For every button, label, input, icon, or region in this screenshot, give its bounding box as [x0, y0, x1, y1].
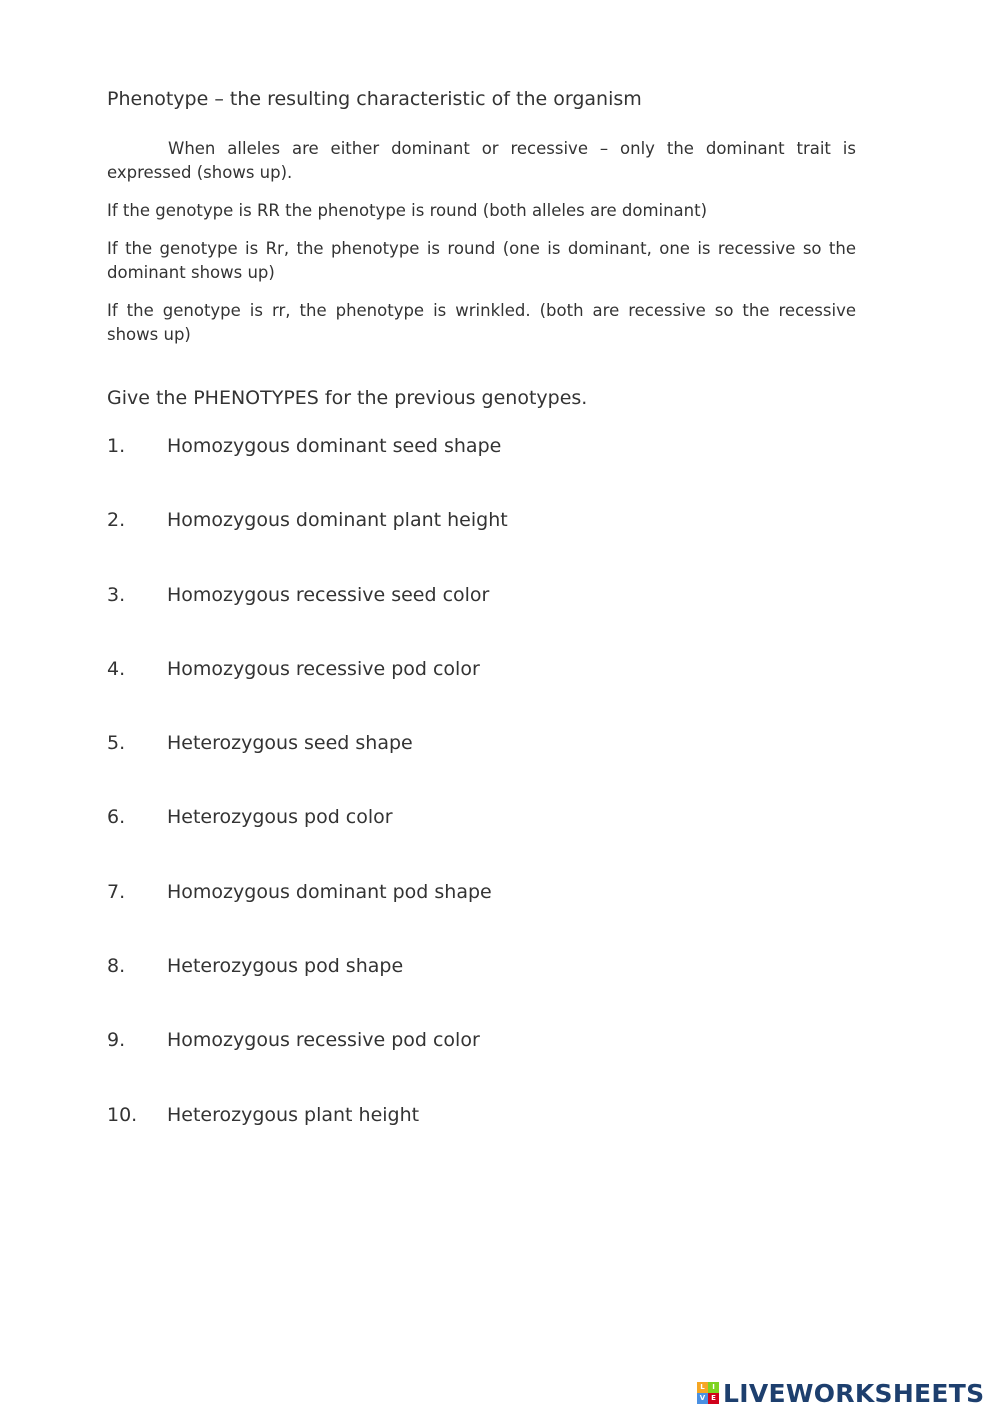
question-item	[107, 1104, 867, 1178]
question-text: Homozygous recessive seed color	[167, 583, 490, 606]
question-item	[107, 584, 867, 658]
question-item	[107, 658, 867, 732]
question-item	[107, 1029, 867, 1103]
question-item	[107, 806, 867, 880]
question-number: 9.	[107, 1029, 126, 1052]
question-number: 8.	[107, 955, 126, 978]
question-number: 7.	[107, 880, 126, 903]
question-number: 2.	[107, 509, 126, 532]
question-number: 10.	[107, 1103, 138, 1126]
question-number: 5.	[107, 732, 126, 755]
page-title: Phenotype – the resulting characteristic of the organism	[107, 88, 642, 110]
logo-mark-letter: E	[708, 1393, 719, 1404]
question-list	[107, 435, 867, 1178]
recessive-example-paragraph: If the genotype is rr, the phenotype is wrinkled. (both are recessive so the recessive shows up)	[107, 301, 856, 344]
logo-wordmark: LIVEWORKSHEETS	[723, 1378, 985, 1408]
logo-mark-letter: V	[697, 1393, 708, 1404]
question-text: Heterozygous pod shape	[167, 955, 404, 978]
question-text: Heterozygous plant height	[167, 1103, 420, 1126]
question-text: Heterozygous seed shape	[167, 732, 413, 755]
question-text: Homozygous dominant seed shape	[167, 435, 502, 457]
question-item	[107, 435, 867, 509]
question-item	[107, 881, 867, 955]
question-item	[107, 509, 867, 583]
question-item	[107, 732, 867, 806]
heterozygous-example-paragraph: If the genotype is Rr, the phenotype is round (one is dominant, one is recessive so the dominant shows up)	[107, 239, 856, 282]
question-text: Homozygous dominant plant height	[167, 509, 508, 532]
intro-paragraph: When alleles are either dominant or recessive – only the dominant trait is expressed (shows up).	[107, 139, 856, 182]
question-text: Homozygous recessive pod color	[167, 1029, 480, 1052]
instruction-text: Give the PHENOTYPES for the previous genotypes.	[107, 387, 588, 409]
liveworksheets-logo[interactable]	[697, 1376, 984, 1410]
rr-example-paragraph: If the genotype is RR the phenotype is round (both alleles are dominant)	[107, 201, 708, 220]
question-text: Heterozygous pod color	[167, 806, 393, 829]
question-number: 6.	[107, 806, 126, 829]
question-number: 3.	[107, 583, 126, 606]
logo-mark-icon	[697, 1382, 719, 1404]
logo-mark-letter: L	[697, 1382, 708, 1393]
question-number: 4.	[107, 657, 126, 680]
question-text: Homozygous recessive pod color	[167, 657, 480, 680]
question-text: Homozygous dominant pod shape	[167, 880, 492, 903]
question-item	[107, 955, 867, 1029]
question-number: 1.	[107, 435, 126, 457]
logo-mark-letter: I	[708, 1382, 719, 1393]
